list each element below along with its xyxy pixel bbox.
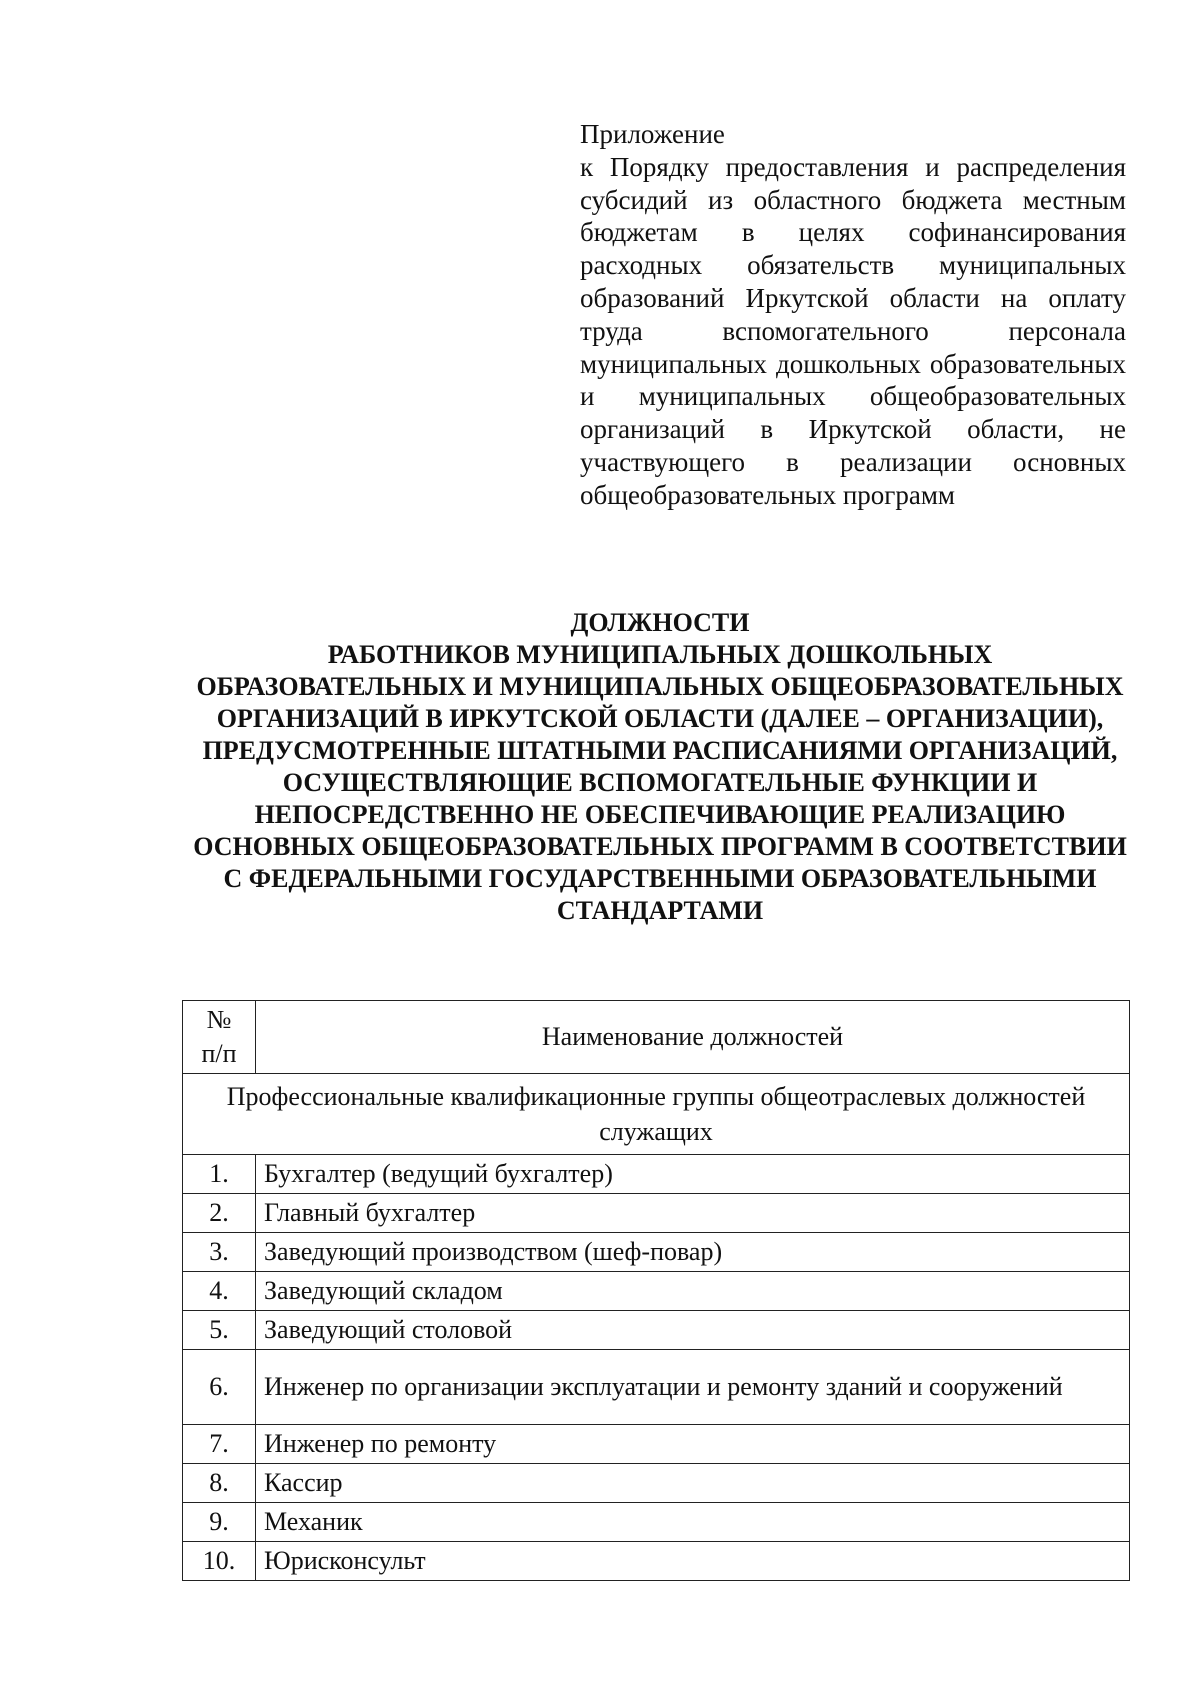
row-number: 1. [183,1155,256,1194]
row-position-name: Заведующий складом [256,1272,1130,1311]
row-number: 5. [183,1311,256,1350]
table-group-row [183,1074,1130,1155]
row-position-name: Кассир [256,1464,1130,1503]
group-title: Профессиональные квалификационные группы общеотраслевых должностей служащих [183,1074,1130,1155]
row-number: 10. [183,1542,256,1581]
table-row [183,1542,1130,1581]
table-row [183,1425,1130,1464]
table-row [183,1155,1130,1194]
column-header-name: Наименование должностей [256,1001,1130,1074]
document-heading [190,607,1130,927]
table-row [183,1233,1130,1272]
row-position-name: Инженер по ремонту [256,1425,1130,1464]
table-row [183,1503,1130,1542]
row-number: 6. [183,1350,256,1425]
heading-subtitle: РАБОТНИКОВ МУНИЦИПАЛЬНЫХ ДОШКОЛЬНЫХ ОБРАЗОВАТЕЛЬНЫХ И МУНИЦИПАЛЬНЫХ ОБЩЕОБРАЗОВАТЕЛЬНЫХ ОРГАНИЗАЦИЙ В ИРКУТСКОЙ ОБЛАСТИ (ДАЛЕЕ – ОРГАНИЗАЦИИ), ПРЕДУСМОТРЕННЫЕ ШТАТНЫМИ РАСПИСАНИЯМИ ОРГАНИЗАЦИЙ, ОСУЩЕСТВЛЯЮЩИЕ ВСПОМОГАТЕЛЬНЫЕ ФУНКЦИИ И НЕПОСРЕДСТВЕННО НЕ ОБЕСПЕЧИВАЮЩИЕ РЕАЛИЗАЦИЮ ОСНОВНЫХ ОБЩЕОБРАЗОВАТЕЛЬНЫХ ПРОГРАММ В СООТВЕТСТВИИ С ФЕДЕРАЛЬНЫМИ ГОСУДАРСТВЕННЫМИ ОБРАЗОВАТЕЛЬНЫМИ СТАНДАРТАМИ [193,640,1127,925]
table-header-row [183,1001,1130,1074]
row-number: 3. [183,1233,256,1272]
appendix-title: Приложение [580,119,725,149]
row-number: 7. [183,1425,256,1464]
column-header-number-line1: № [206,1005,232,1034]
column-header-number [183,1001,256,1074]
row-number: 4. [183,1272,256,1311]
table-row [183,1464,1130,1503]
table-row [183,1272,1130,1311]
row-position-name: Главный бухгалтер [256,1194,1130,1233]
row-position-name: Бухгалтер (ведущий бухгалтер) [256,1155,1130,1194]
appendix-block [580,118,1126,512]
row-number: 2. [183,1194,256,1233]
row-position-name: Инженер по организации эксплуатации и ремонту зданий и сооружений [256,1350,1130,1425]
row-position-name: Механик [256,1503,1130,1542]
table-row [183,1311,1130,1350]
heading-title: ДОЛЖНОСТИ [570,608,750,637]
row-position-name: Юрисконсульт [256,1542,1130,1581]
appendix-text: к Порядку предоставления и распределения субсидий из областного бюджета местным бюджетам в целях софинансирования расходных обязательств муниципальных образований Иркутской области на оплату труда вспомогательного персонала муниципальных дошкольных образовательных и муниципальных общеобразовательных организаций в Иркутской области, не участвующего в реализации основных общеобразовательных программ [580,151,1126,510]
column-header-number-line2: п/п [201,1039,237,1068]
table-row [183,1350,1130,1425]
positions-table [182,1000,1130,1581]
row-position-name: Заведующий производством (шеф-повар) [256,1233,1130,1272]
table-row [183,1194,1130,1233]
row-number: 9. [183,1503,256,1542]
row-number: 8. [183,1464,256,1503]
row-position-name: Заведующий столовой [256,1311,1130,1350]
